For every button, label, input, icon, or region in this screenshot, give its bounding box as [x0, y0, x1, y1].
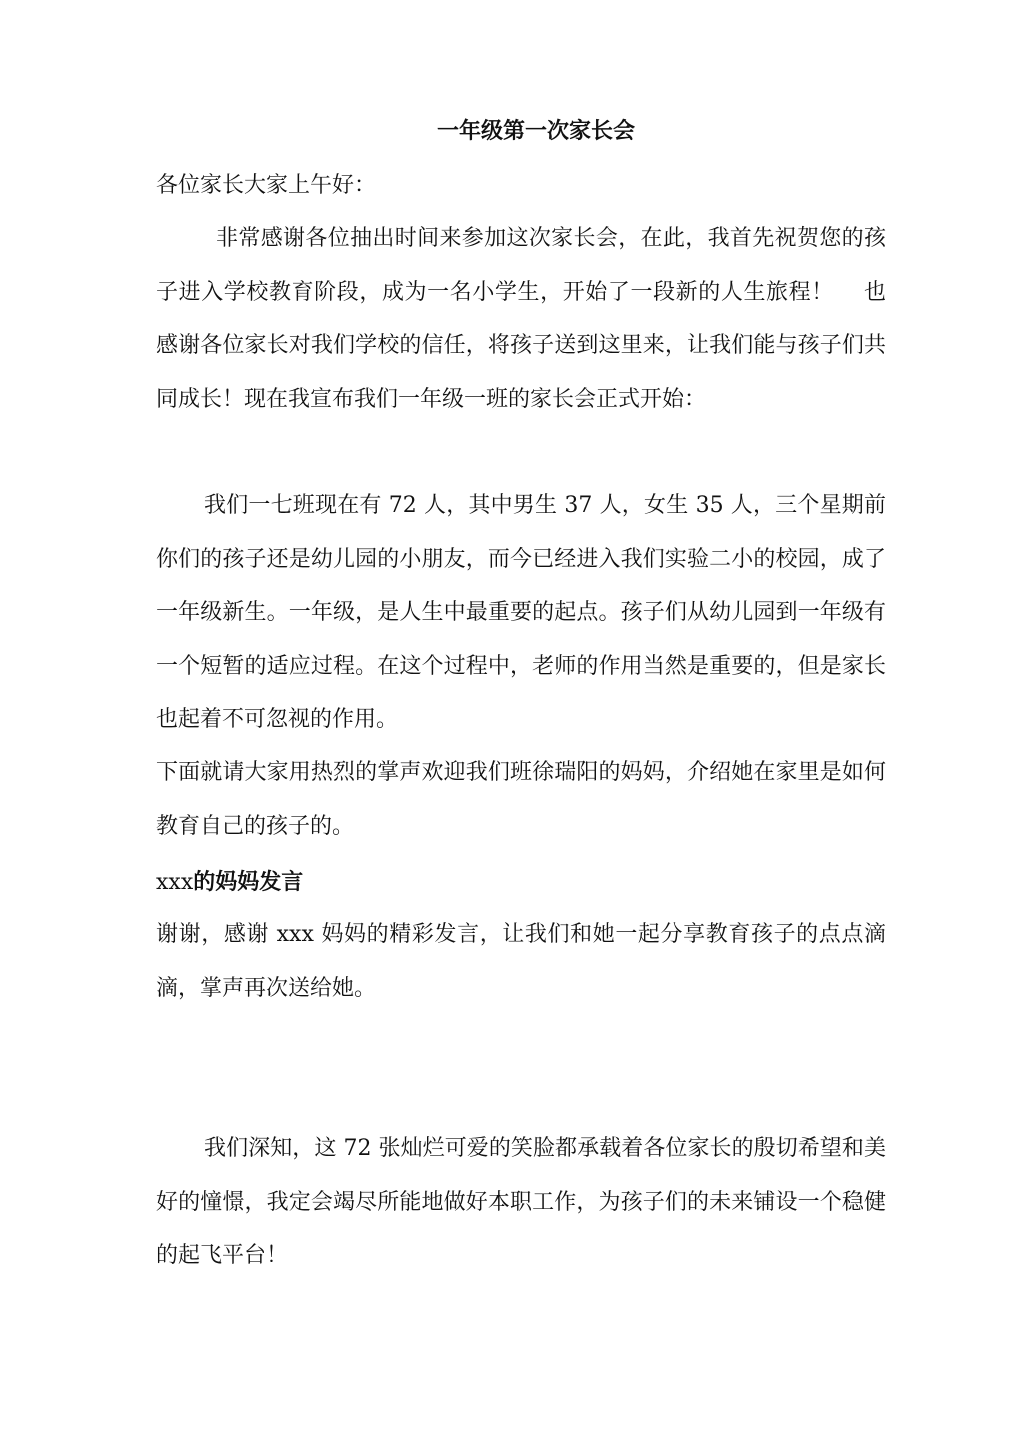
paragraph-invite-parent: 下面就请大家用热烈的掌声欢迎我们班徐瑞阳的妈妈，介绍她在家里是如何教育自己的孩子的。	[156, 760, 886, 839]
paragraph-welcome: 非常感谢各位抽出时间来参加这次家长会，在此，我首先祝贺您的孩子进入学校教育阶段，成为一名小学生，开始了一段新的人生旅程！ 也感谢各位家长对我们学校的信任，将孩子送到这里来，让我们能与孩子们共同成长！现在我宣布我们一年级一班的家长会正式开始：	[156, 226, 886, 412]
speaker-name: xxx	[156, 870, 194, 895]
document-page	[156, 0, 886, 1448]
greeting: 各位家长大家上午好：	[156, 173, 377, 198]
paragraph-thanks: 谢谢，感谢 xxx 妈妈的精彩发言，让我们和她一起分享教育孩子的点点滴滴，掌声再次送给她。	[156, 922, 886, 1001]
paragraph-commitment: 我们深知，这 72 张灿烂可爱的笑脸都承载着各位家长的殷切希望和美好的憧憬，我定会竭尽所能地做好本职工作，为孩子们的未来铺设一个稳健的起飞平台！	[156, 1136, 886, 1268]
paragraph-class-info: 我们一七班现在有 72 人，其中男生 37 人，女生 35 人，三个星期前你们的孩子还是幼儿园的小朋友，而今已经进入我们实验二小的校园，成了一年级新生。一年级，是人生中最重要的起点。孩子们从幼儿园到一年级有一个短暂的适应过程。在这个过程中，老师的作用当然是重要的，但是家长也起着不可忽视的作用。	[156, 493, 886, 732]
speaker-heading	[156, 856, 886, 910]
document-title: 一年级第一次家长会	[436, 118, 635, 144]
speaker-suffix: 的妈妈发言	[193, 869, 304, 895]
